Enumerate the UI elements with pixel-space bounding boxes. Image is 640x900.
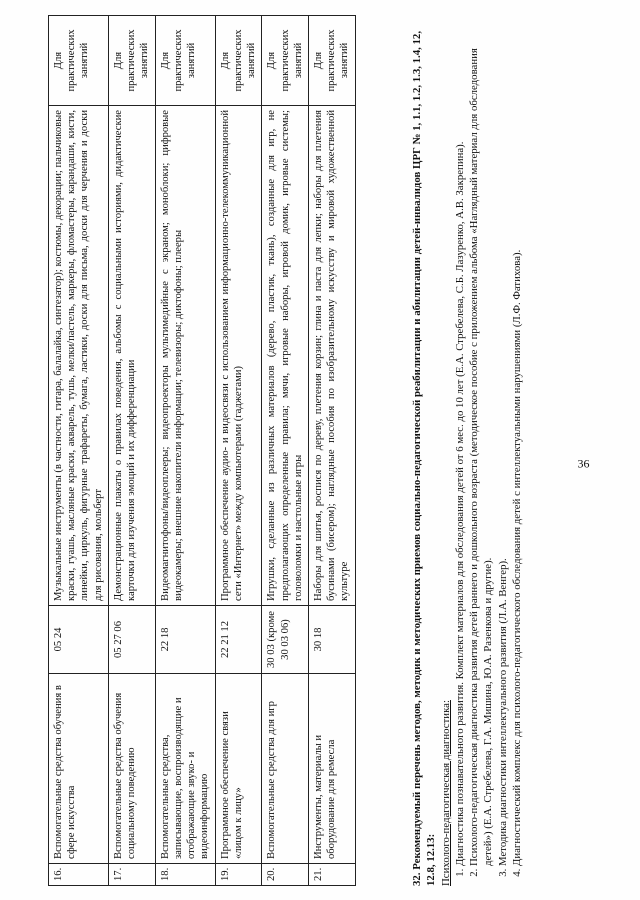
means-name-cell: Вспомогательные средства для игр: [262, 674, 309, 864]
classification-code-cell: 05 27 06: [108, 606, 155, 674]
row-number-cell: 21.: [308, 864, 355, 886]
list-item: 1. Диагностика познавательного развития. Комплект материалов для обследования детей от 6 мес. до 10 лет (Е.А. Стребелева, С.Б. Лазуренко, А.В. Закрепина).: [453, 16, 467, 866]
section-heading: 32. Рекомендуемый перечень методов, методик и методических приемов социально-педагогической реабилитации и абилитации детей-инвалидов ЦРГ № 1, 1.1, 1.2, 1.3, 1.4, 12, 12.8, 12.13:: [411, 30, 438, 886]
row-number-cell: 18.: [155, 864, 215, 886]
purpose-cell: Для практических занятий: [49, 16, 109, 106]
means-description-cell: Видеомагнитофоны/видеоплееры; видеопроекторы мультимедийные с экраном; моноблоки; цифровые видеокамеры; внешние накопители информации; телевизоры; диктофоны; плееры: [155, 106, 215, 606]
means-name-cell: Вспомогательные средства обучения в сфере искусства: [49, 674, 109, 864]
table-row: [308, 16, 355, 886]
means-description-cell: Игрушки, сделанные из различных материалов (дерево, пластик, ткань), созданные для игр, не предполагающих определенные правила; мячи, игровые наборы, игровой домик, игровые системы; головоломки и настольные игры: [262, 106, 309, 606]
purpose-cell: Для практических занятий: [262, 16, 309, 106]
means-description-cell: Программное обеспечение аудио- и видеосвязи с использованием информационно-телекоммуникационной сети «Интернет» между компьютерами (гаджетами): [215, 106, 262, 606]
row-number-cell: 19.: [215, 864, 262, 886]
list-item: 4. Диагностический комплекс для психолого-педагогического обследования детей с интеллектуальными нарушениями (Л.Ф. Фатихова).: [510, 16, 524, 866]
means-name-cell: Программное обеспечение связи «лицом к лицу»: [215, 674, 262, 864]
means-name-cell: Вспомогательные средства, записывающие, воспроизводящие и отображающие звуко- и видеоинформацию: [155, 674, 215, 864]
row-number-cell: 17.: [108, 864, 155, 886]
row-number-cell: 16.: [49, 864, 109, 886]
list-item: 3. Методика диагностики интеллектуального развития (Л.А. Венгер).: [496, 16, 510, 866]
table-row: [49, 16, 109, 886]
means-description-cell: Демонстрационные плакаты о правилах поведения, альбомы с социальными историями, дидактические карточки для изучения эмоций и их дифференциации: [108, 106, 155, 606]
table-row: [262, 16, 309, 886]
classification-code-cell: 22 18: [155, 606, 215, 674]
classification-code-cell: 22 21 12: [215, 606, 262, 674]
section-subheading: Психолого-педагогическая диагностика:: [439, 700, 452, 886]
means-description-cell: Музыкальные инструменты (в частности, гитара, балалайка, синтезатор); костюмы, декорации; пальчиковые краски, гуашь, масляные краски, акварель, тушь, мелки/пастель, маркеры, фломастеры, карандаши, кисти, линейки, циркуль, фигурные трафареты, бумага, ластики, доски для письма, доски для черчения и доски для рисования, мольберт: [49, 106, 109, 606]
table-row: [108, 16, 155, 886]
row-number-cell: 20.: [262, 864, 309, 886]
classification-code-cell: 05 24: [49, 606, 109, 674]
classification-code-cell: 30 18: [308, 606, 355, 674]
purpose-cell: Для практических занятий: [308, 16, 355, 106]
table-row: [155, 16, 215, 886]
purpose-cell: Для практических занятий: [155, 16, 215, 106]
rehab-means-table: [48, 15, 356, 886]
purpose-cell: Для практических занятий: [215, 16, 262, 106]
means-name-cell: Инструменты, материалы и оборудование для ремесла: [308, 674, 355, 864]
classification-code-cell: 30 03 (кроме 30 03 06): [262, 606, 309, 674]
diagnostics-list: [453, 16, 524, 886]
methods-section: [410, 16, 524, 886]
page-number: 36: [577, 456, 590, 471]
means-description-cell: Наборы для шитья, роспися по дереву, плетения корзин; глина и паста для лепки; наборы для плетения бусинами (бисером); наглядные пособия по изобразительному искусству и мировой художественной культуре: [308, 106, 355, 606]
purpose-cell: Для практических занятий: [108, 16, 155, 106]
table-row: [215, 16, 262, 886]
means-name-cell: Вспомогательные средства обучения социальному поведению: [108, 674, 155, 864]
list-item: 2. Психолого-педагогическая диагностика развития детей раннего и дошкольного возраста (методическое пособие с приложением альбома «Наглядный материал для обследования детей») (Е.А. Стребелева, Г.А. Мишина, Ю.А. Разенкова и другие).: [467, 16, 496, 866]
